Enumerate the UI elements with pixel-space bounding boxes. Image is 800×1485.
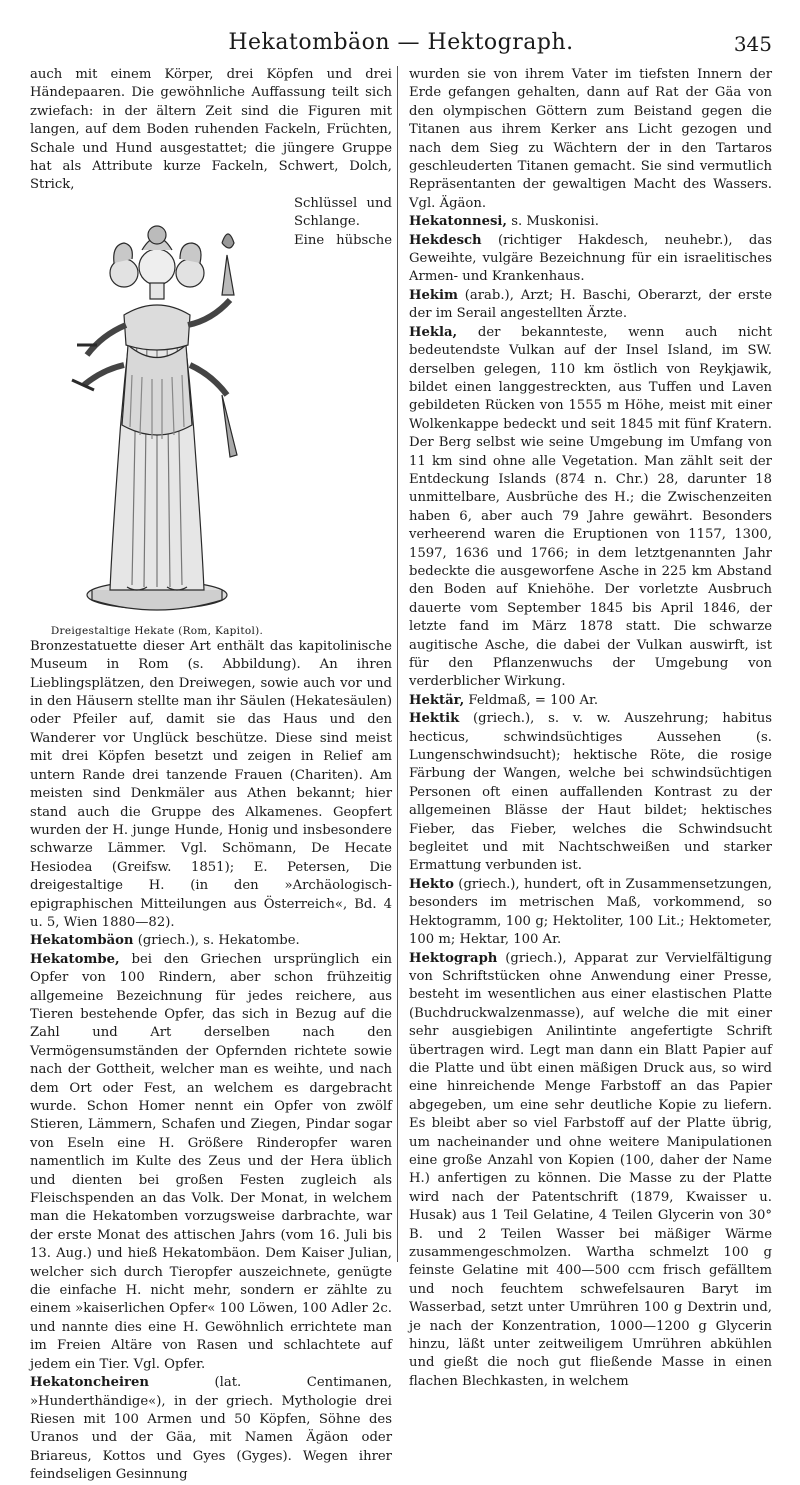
entry-hekatombe bbox=[30, 951, 392, 1374]
entry-hekdesch bbox=[409, 232, 772, 287]
headword: Hekdesch bbox=[409, 232, 482, 248]
entry-hekla bbox=[409, 324, 772, 692]
headword: Hektograph bbox=[409, 950, 498, 966]
headword: Hekatombe, bbox=[30, 951, 120, 967]
hekatoncheiren-continuation bbox=[409, 66, 772, 213]
continuation-text: wurden sie von ihrem Vater im tiefsten Innern der Erde gefangen gehalten, dann auf Rat der Gäa von den olympischen Göttern zum Beistand gegen die Titanen aus ihrem Kerker ans Licht gezogen und nach dem Sieg zu Wächtern der in den Tartaros geschleuderten Titanen gemacht. Sie sind vermutlich Repräsentanten der gewaltigen Macht des Wassers. Vgl. Ägäon. bbox=[409, 67, 772, 211]
headword: Hekla, bbox=[409, 324, 458, 340]
entry-hekim bbox=[409, 287, 772, 324]
entry-hekatombaeon bbox=[30, 932, 392, 950]
headword: Hekim bbox=[409, 287, 458, 303]
entry-hektograph bbox=[409, 950, 772, 1392]
page-header bbox=[30, 30, 772, 58]
headword: Hekto bbox=[409, 876, 454, 892]
headword: Hektär, bbox=[409, 692, 465, 708]
headword: Hekatombäon bbox=[30, 933, 134, 949]
entry-body: der bekannteste, wenn auch nicht bedeutendste Vulkan auf der Insel Island, im SW. derselben gelegen, 110 km östlich von Reykjawik, bildet einen langgestreckten, aus Tuffen und Laven gebildeten Rücken von 1555 m Höhe, meist mit einer Wolkenkappe bedeckt und seit 1845 mit fünf Kratern. Der Berg selbst wie seine Umgebung im Umfang von 11 km sind ohne alle Vegetation. Man zählt seit der Entdeckung Islands (874 n. Chr.) 28, darunter 18 unmittelbare, Ausbrüche des H.; die Zwischenzeiten haben 6, aber auch 79 Jahre gewährt. Besonders verheerend waren die Eruptionen von 1157, 1300, 1597, 1636 und 1766; in dem letztgenannten Jahr bedeckte die ausgeworfene Asche in 225 km Abstand den Boden auf Kniehöhe. Der vorletzte Ausbruch dauerte vom September 1845 bis April 1846, der letzte fand im März 1878 statt. Die schwarze augitische Asche, die dabei der Vulkan auswirft, ist für den Pflanzenwuchs der Umgebung von verderblicher Wirkung. bbox=[409, 324, 772, 690]
entry-body: bei den Griechen ursprünglich ein Opfer von 100 Rindern, aber schon frühzeitig allgemeine Bezeichnung für jedes reichere, aus Tieren bestehende Opfer, das sich in Bezug auf die Zahl und Art derselben nach den Vermögensumständen der Opfernden richtete sowie nach der Gottheit, welcher man es weihte, und nach dem Ort oder Fest, an welchem es dargebracht wurde. Schon Homer nennt ein Opfer von zwölf Stieren, Lämmern, Schafen und Ziegen, Pindar sogar von Eseln eine H. Größere Rinderopfer waren namentlich im Kulte des Zeus und der Hera üblich und dienten bei großen Festen zugleich als Fleischspenden an das Volk. Der Monat, in welchem man die Hekatomben vorzugsweise darbrachte, war der erste Monat des attischen Jahrs (vom 16. Juli bis 13. Aug.) und hieß Hekatombäon. Dem Kaiser Julian, welcher sich durch Tieropfer auszeichnete, genügte die einfache H. nicht mehr, sondern er zählte zu einem »kaiserlichen Opfer« 100 Löwen, 100 Adler 2c. und nannte dies eine H. Gewöhnlich errichtete man im Freien Altäre von Rasen und schlachtete auf jedem ein Tier. Vgl. Opfer. bbox=[30, 951, 392, 1372]
figure-caption: Dreigestaltige Hekate (Rom, Kapitol). bbox=[50, 624, 264, 637]
hekate-figure bbox=[28, 195, 286, 638]
entry-hektar bbox=[409, 692, 772, 710]
entry-body: (griech.), s. v. w. Auszehrung; habitus hecticus, schwindsüchtiges Aussehen (s. Lungenschwindsucht); hektische Röte, die rosige Färbung der Wangen, welche bei schwindsüchtigen Personen oft einen auffallenden Kontrast zu der allgemeinen Blässe der Haut bildet; hektisches Fieber, das Fieber, welches die Schwindsucht begleitet und mit Nachtschweißen und starker Ermattung verbunden ist. bbox=[409, 711, 772, 874]
headword: Hekatonnesi, bbox=[409, 214, 508, 230]
hekate-text-2: Schlüssel und Schlange. Eine hübsche Bronzestatuette dieser Art enthält das kapitolinische Museum in Rom (s. Abbildung). An ihren Lieblingsplätzen, den Dreiwegen, sowie auch vor und in den Häusern stellte man ihr Säulen (Hekatesäulen) oder Pfeiler auf, damit sie das Haus und den Wanderer vor Unglück beschütze. Diese sind meist mit drei Köpfen besetzt und zeigen in Relief am untern Rande drei tanzende Frauen (Chariten). Am meisten sind Denkmäler aus Athen bekannt; hier stand auch die Gruppe des Alkamenes. Geopfert wurden der H. junge Hunde, Honig und insbesondere schwarze Lämmer. Vgl. Schömann, De Hecate Hesiodea (Greifsw. 1851); E. Petersen, Die dreigestaltige H. (in den »Archäologisch-epigraphischen Mitteilungen aus Österreich«, Bd. 4 u. 5, Wien 1880—82). bbox=[30, 195, 392, 930]
entry-body: (griech.), Apparat zur Vervielfältigung von Schriftstücken ohne Anwendung einer Presse, besteht im wesentlichen aus einer elastischen Platte (Buchdruckwalzenmasse), auf welche die mit einer sehr ausgiebigen Anilintinte angefertigte Schrift übertragen wird. Legt man dann ein Blatt Papier auf die Platte und übt einen mäßigen Druck aus, so wird eine hinreichende Menge Farbstoff an das Papier abgegeben, um eine sehr deutliche Kopie zu liefern. Es bleibt aber so viel Farbstoff auf der Platte übrig, um nacheinander und ohne weitere Manipulationen eine große Anzahl von Kopien (100, daher der Name H.) anfertigen zu können. Die Masse zu der Platte wird nach der Patentschrift (1879, Kwaisser u. Husak) aus 1 Teil Gelatine, 4 Teilen Glycerin von 30° B. und 2 Teilen Wasser bei mäßiger Wärme zusammengeschmolzen. Wartha schmelzt 100 g feinste Gelatine mit 400—500 ccm frisch gefälltem und noch feuchtem schwefelsauren Baryt im Wasserbad, setzt unter Umrühren 100 g Dextrin und, je nach der Konzentration, 1000—1200 g Glycerin hinzu, läßt unter zeitweiligem Umrühren abkühlen und gießt die noch gut fließende Masse in einen flachen Blechkasten, in welchem bbox=[409, 950, 772, 1389]
headword: Hektik bbox=[409, 711, 460, 727]
entry-body: (richtiger Hakdesch, neuhebr.), das Geweihte, vulgäre Bezeichnung für ein israelitisches Armen- und Krankenhaus. bbox=[409, 232, 772, 285]
hekate-continuation bbox=[30, 66, 392, 195]
entry-body: (griech.), s. Hekatombe. bbox=[133, 933, 300, 949]
entry-hekatonnesi bbox=[409, 213, 772, 231]
column-divider bbox=[397, 66, 398, 1262]
headword: Hekatoncheiren bbox=[30, 1375, 149, 1391]
hekate-statue-illustration bbox=[62, 195, 252, 620]
entry-hekto bbox=[409, 876, 772, 950]
entry-body: Feldmaß, = 100 Ar. bbox=[464, 692, 599, 708]
page-number: 345 bbox=[733, 32, 772, 56]
entry-body: (griech.), hundert, oft in Zusammensetzungen, besonders im metrischen Maß, vorkommend, so Hektogramm, 100 g; Hektoliter, 100 Lit.; Hektometer, 100 m; Hektar, 100 Ar. bbox=[409, 876, 772, 948]
entry-hekatoncheiren bbox=[30, 1374, 392, 1484]
entry-body: (arab.), Arzt; H. Baschi, Oberarzt, der erste der im Serail angestellten Ärzte. bbox=[409, 287, 772, 322]
left-column bbox=[30, 66, 392, 1485]
right-column bbox=[409, 66, 772, 1391]
hekate-text-1: auch mit einem Körper, drei Köpfen und drei Händepaaren. Die gewöhnliche Auffassung teilt sich zwiefach: in der ältern Zeit sind die Figuren mit langen, auf dem Boden ruhenden Fackeln, Früchten, Schale und Hund ausgestattet; die jüngere Gruppe hat als Attribute kurze Fackeln, Schwert, Dolch, Strick, bbox=[30, 67, 392, 193]
entry-hektik bbox=[409, 710, 772, 876]
entry-body: s. Muskonisi. bbox=[507, 214, 599, 230]
entry-body: (lat. Centimanen, »Hunderthändige«), in der griech. Mythologie drei Riesen mit 100 Armen und 50 Köpfen, Söhne des Uranos und der Gäa, mit Namen Ägäon oder Briareus, Kottos und Gyes (Gyges). Wegen ihrer feindseligen Gesinnung bbox=[30, 1375, 392, 1483]
running-title: Hekatombäon — Hektograph. bbox=[228, 30, 574, 55]
